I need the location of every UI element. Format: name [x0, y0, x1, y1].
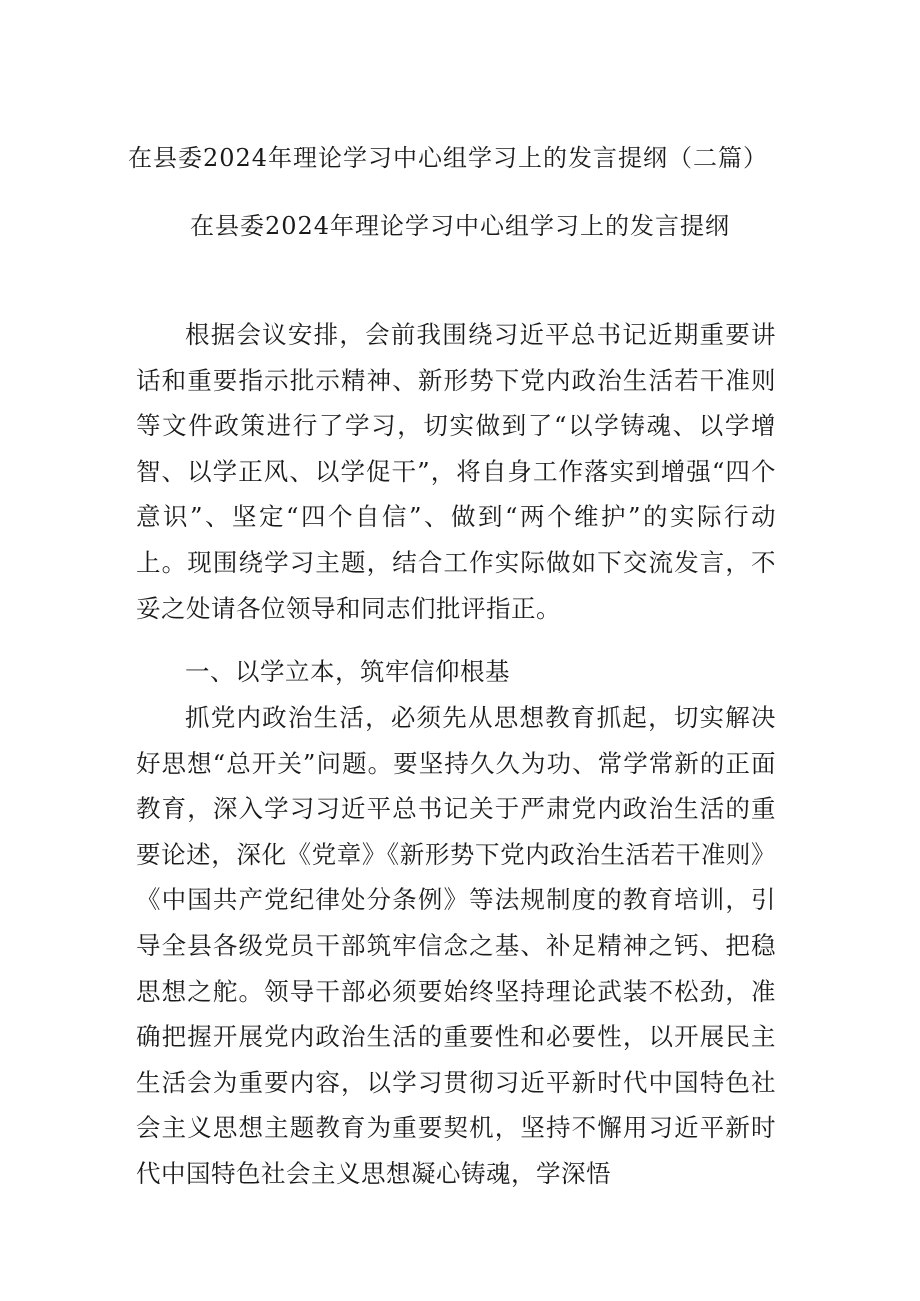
intro-paragraph: 根据会议安排，会前我围绕习近平总书记近期重要讲话和重要指示批示精神、新形势下党内政治生活若干准则等文件政策进行了学习，切实做到了“以学铸魂、以学增智、以学正风、以学促干”，将自身工作落实到增强“四个意识”、坚定“四个自信”、做到“两个维护”的实际行动上。现围绕学习主题，结合工作实际做如下交流发言，不妥之处请各位领导和同志们批评指正。 [136, 320, 776, 623]
section-heading: 一、以学立本，筑牢信仰根基 [185, 657, 510, 686]
document-main-title: 在县委2024年理论学习中心组学习上的发言提纲（二篇） [127, 144, 769, 172]
section-paragraph: 抓党内政治生活，必须先从思想教育抓起，切实解决好思想“总开关”问题。要坚持久久为功、常学常新的正面教育，深入学习习近平总书记关于严肃党内政治生活的重要论述，深化《党章》《新形势下党内政治生活若干准则》《中国共产党纪律处分条例》等法规制度的教育培训，引导全县各级党员干部筑牢信念之基、补足精神之钙、把稳思想之舵。领导干部必须要始终坚持理论武装不松劲，准确把握开展党内政治生活的重要性和必要性，以开展民主生活会为重要内容，以学习贯彻习近平新时代中国特色社会主义思想主题教育为重要契机，坚持不懈用习近平新时代中国特色社会主义思想凝心铸魂，学深悟 [136, 703, 776, 1188]
document-sub-title: 在县委2024年理论学习中心组学习上的发言提纲 [189, 212, 731, 240]
